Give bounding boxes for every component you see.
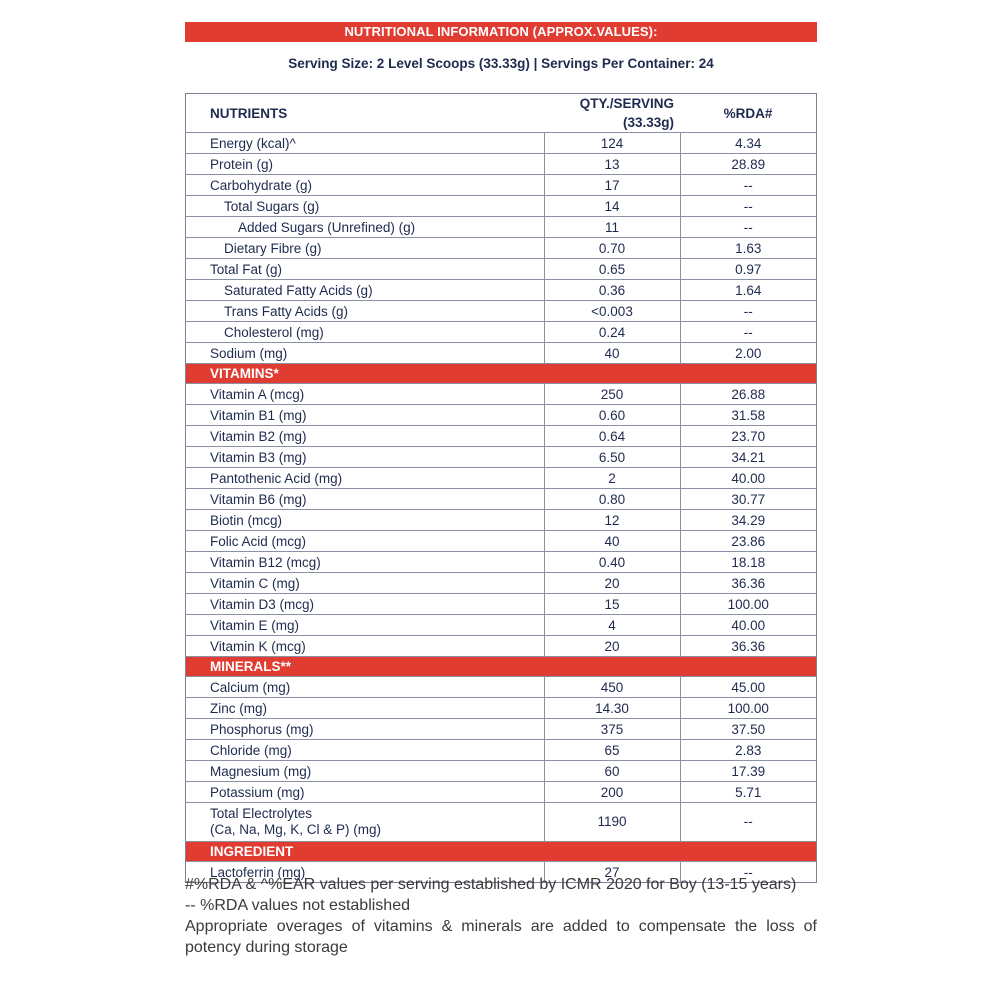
nutrient-name: Phosphorus (mg) xyxy=(186,719,544,740)
table-row xyxy=(186,238,816,259)
nutrient-qty: 0.60 xyxy=(544,405,680,426)
table-row xyxy=(186,426,816,447)
nutrient-rda: 4.34 xyxy=(680,133,816,154)
nutrient-qty: 2 xyxy=(544,468,680,489)
table-row xyxy=(186,531,816,552)
nutrient-rda: 31.58 xyxy=(680,405,816,426)
table-row xyxy=(186,677,816,698)
table-row xyxy=(186,384,816,405)
header-rda: %RDA# xyxy=(723,105,773,121)
nutrient-name: Saturated Fatty Acids (g) xyxy=(186,280,544,301)
table-header xyxy=(186,94,816,133)
footnote-rda: #%RDA & ^%EAR values per serving established by ICMR 2020 for Boy (13-15 years) xyxy=(185,876,797,893)
table-row xyxy=(186,322,816,343)
nutrient-rda: 37.50 xyxy=(680,719,816,740)
footnotes xyxy=(185,874,817,958)
section-title: VITAMINS* xyxy=(186,364,816,384)
nutrient-rda: 26.88 xyxy=(680,384,816,405)
header-nutrients: NUTRIENTS xyxy=(210,105,288,121)
nutrition-table xyxy=(185,93,817,883)
table-row xyxy=(186,698,816,719)
nutrient-qty: 0.24 xyxy=(544,322,680,343)
nutrient-qty: 0.40 xyxy=(544,552,680,573)
nutrient-qty: 250 xyxy=(544,384,680,405)
nutrient-qty: 17 xyxy=(544,175,680,196)
nutrient-qty: 0.65 xyxy=(544,259,680,280)
section-title: MINERALS** xyxy=(186,657,816,677)
table-row xyxy=(186,803,816,842)
table-row xyxy=(186,615,816,636)
nutrient-rda: 2.83 xyxy=(680,740,816,761)
nutrient-qty: 450 xyxy=(544,677,680,698)
nutrient-qty: 40 xyxy=(544,531,680,552)
nutrient-rda: -- xyxy=(680,803,816,842)
nutrient-rda: 36.36 xyxy=(680,573,816,594)
nutrient-qty: 13 xyxy=(544,154,680,175)
nutrient-rda: 30.77 xyxy=(680,489,816,510)
electrolytes-line2: (Ca, Na, Mg, K, Cl & P) (mg) xyxy=(210,822,382,837)
table-row xyxy=(186,636,816,657)
nutrient-name: Chloride (mg) xyxy=(186,740,544,761)
table-row xyxy=(186,489,816,510)
nutrient-name: Calcium (mg) xyxy=(186,677,544,698)
nutrient-name: Total Fat (g) xyxy=(186,259,544,280)
nutrient-name: Vitamin B6 (mg) xyxy=(186,489,544,510)
nutrient-qty: 11 xyxy=(544,217,680,238)
serving-info: Serving Size: 2 Level Scoops (33.33g) | Servings Per Container: 24 xyxy=(288,56,714,71)
nutrient-rda: 34.21 xyxy=(680,447,816,468)
table-row xyxy=(186,196,816,217)
table-row xyxy=(186,552,816,573)
nutrient-rda: -- xyxy=(680,301,816,322)
nutrient-qty: 14 xyxy=(544,196,680,217)
nutrient-qty: 4 xyxy=(544,615,680,636)
nutrient-name: Protein (g) xyxy=(186,154,544,175)
nutrient-qty: 20 xyxy=(544,573,680,594)
nutrient-rda: -- xyxy=(680,322,816,343)
nutrient-qty: 60 xyxy=(544,761,680,782)
nutrient-rda: 40.00 xyxy=(680,468,816,489)
nutrient-qty: 12 xyxy=(544,510,680,531)
nutrient-rda: 2.00 xyxy=(680,343,816,364)
header-qty: QTY./SERVING (33.33g) xyxy=(579,96,674,130)
page-title-banner: NUTRITIONAL INFORMATION (APPROX.VALUES): xyxy=(185,22,817,42)
nutrient-rda: -- xyxy=(680,196,816,217)
nutrient-name: Cholesterol (mg) xyxy=(186,322,544,343)
nutrient-qty: 0.80 xyxy=(544,489,680,510)
table-row xyxy=(186,594,816,615)
nutrient-rda: 100.00 xyxy=(680,594,816,615)
nutrient-qty: 200 xyxy=(544,782,680,803)
section-minerals xyxy=(186,657,816,677)
table-row xyxy=(186,175,816,196)
nutrient-rda: 28.89 xyxy=(680,154,816,175)
nutrient-qty: 124 xyxy=(544,133,680,154)
nutrient-rda: 40.00 xyxy=(680,615,816,636)
nutrient-name xyxy=(186,803,544,842)
nutrient-name: Vitamin B2 (mg) xyxy=(186,426,544,447)
electrolytes-line1: Total Electrolytes xyxy=(210,806,313,821)
footnote-not-established: -- %RDA values not established xyxy=(185,897,410,914)
nutrient-name: Total Sugars (g) xyxy=(186,196,544,217)
nutrient-rda: 100.00 xyxy=(680,698,816,719)
nutrient-name: Zinc (mg) xyxy=(186,698,544,719)
table-row xyxy=(186,573,816,594)
nutrient-qty: 375 xyxy=(544,719,680,740)
nutrient-name: Biotin (mcg) xyxy=(186,510,544,531)
nutrient-rda: 23.86 xyxy=(680,531,816,552)
table-row xyxy=(186,719,816,740)
nutrient-qty: 65 xyxy=(544,740,680,761)
nutrient-name: Potassium (mg) xyxy=(186,782,544,803)
nutrient-name: Energy (kcal)^ xyxy=(186,133,544,154)
nutrient-name: Folic Acid (mcg) xyxy=(186,531,544,552)
section-ingredient xyxy=(186,842,816,862)
nutrient-rda: 18.18 xyxy=(680,552,816,573)
nutrient-name: Vitamin B3 (mg) xyxy=(186,447,544,468)
nutrient-qty: 0.70 xyxy=(544,238,680,259)
nutrient-name: Carbohydrate (g) xyxy=(186,175,544,196)
nutrient-name: Vitamin A (mcg) xyxy=(186,384,544,405)
section-vitamins xyxy=(186,364,816,384)
nutrient-qty: 1190 xyxy=(544,803,680,842)
footnote-overages: Appropriate overages of vitamins & minerals are added to compensate the loss of potency during storage xyxy=(185,918,817,956)
nutrient-name: Vitamin B12 (mcg) xyxy=(186,552,544,573)
nutrient-name: Vitamin D3 (mcg) xyxy=(186,594,544,615)
table-row xyxy=(186,133,816,154)
table-row xyxy=(186,301,816,322)
table-row xyxy=(186,468,816,489)
nutrient-rda: 0.97 xyxy=(680,259,816,280)
nutrient-name: Dietary Fibre (g) xyxy=(186,238,544,259)
nutrient-name: Vitamin K (mcg) xyxy=(186,636,544,657)
nutrient-qty: <0.003 xyxy=(544,301,680,322)
nutrient-rda: 1.64 xyxy=(680,280,816,301)
table-row xyxy=(186,343,816,364)
section-title: INGREDIENT xyxy=(186,842,816,862)
nutrient-name: Vitamin C (mg) xyxy=(186,573,544,594)
nutrient-name: Vitamin E (mg) xyxy=(186,615,544,636)
nutrient-name: Trans Fatty Acids (g) xyxy=(186,301,544,322)
nutrient-qty: 0.64 xyxy=(544,426,680,447)
nutrient-qty: 20 xyxy=(544,636,680,657)
nutrient-rda: -- xyxy=(680,217,816,238)
nutrient-rda: 36.36 xyxy=(680,636,816,657)
nutrient-name: Lactoferrin (mg) xyxy=(186,862,544,883)
table-row xyxy=(186,782,816,803)
nutrient-rda: 5.71 xyxy=(680,782,816,803)
table-row xyxy=(186,405,816,426)
nutrient-name: Added Sugars (Unrefined) (g) xyxy=(186,217,544,238)
table-row xyxy=(186,761,816,782)
nutrient-rda: 45.00 xyxy=(680,677,816,698)
nutrient-name: Sodium (mg) xyxy=(186,343,544,364)
nutrient-name: Magnesium (mg) xyxy=(186,761,544,782)
table-row xyxy=(186,740,816,761)
nutrient-rda: 23.70 xyxy=(680,426,816,447)
table-row xyxy=(186,154,816,175)
nutrient-qty: 27 xyxy=(544,862,680,883)
nutrient-qty: 40 xyxy=(544,343,680,364)
table-row xyxy=(186,217,816,238)
nutrient-rda: -- xyxy=(680,862,816,883)
nutrient-rda: -- xyxy=(680,175,816,196)
nutrient-name: Vitamin B1 (mg) xyxy=(186,405,544,426)
table-row xyxy=(186,510,816,531)
nutrient-qty: 15 xyxy=(544,594,680,615)
nutrient-rda: 17.39 xyxy=(680,761,816,782)
table-row xyxy=(186,447,816,468)
nutrient-rda: 34.29 xyxy=(680,510,816,531)
table-row xyxy=(186,259,816,280)
table-row xyxy=(186,280,816,301)
nutrient-qty: 6.50 xyxy=(544,447,680,468)
nutrient-qty: 14.30 xyxy=(544,698,680,719)
nutrient-qty: 0.36 xyxy=(544,280,680,301)
nutrient-rda: 1.63 xyxy=(680,238,816,259)
nutrient-name: Pantothenic Acid (mg) xyxy=(186,468,544,489)
